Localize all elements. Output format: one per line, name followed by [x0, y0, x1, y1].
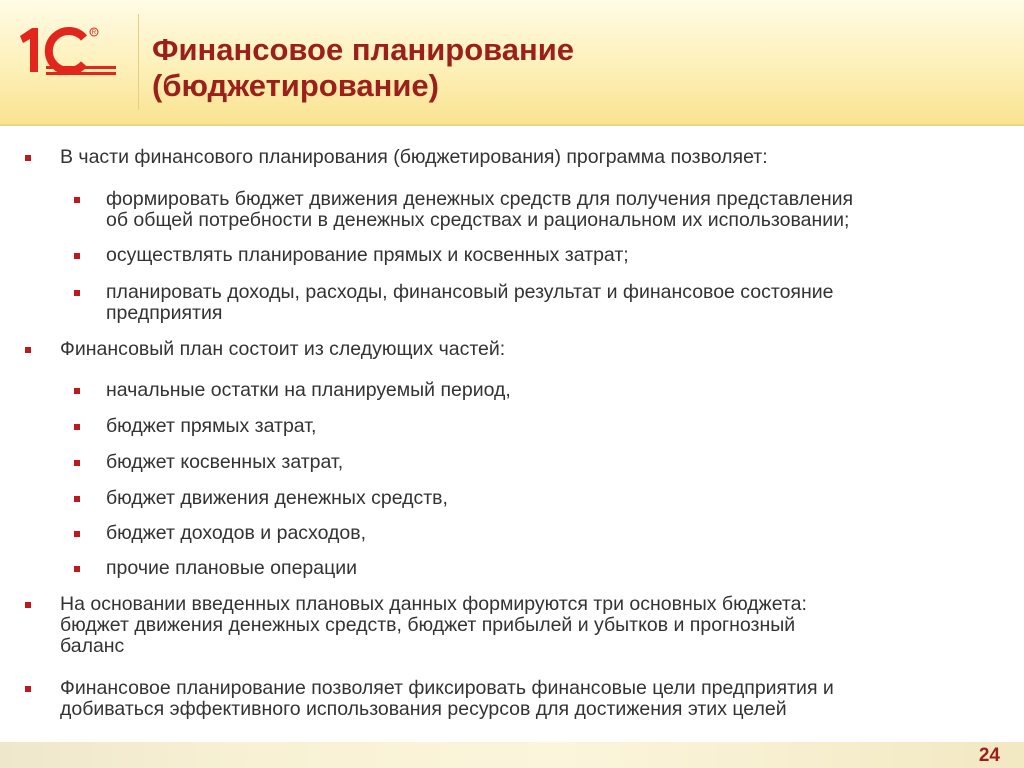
sub-bullet-marker [74, 496, 80, 502]
sub-bullet-marker [74, 460, 80, 466]
sub-bullet-marker [74, 290, 80, 296]
sub-bullet-text: начальные остатки на планируемый период, [106, 379, 511, 401]
sub-bullet-text: предприятия [106, 302, 223, 324]
sub-bullet-marker [74, 388, 80, 394]
bullet-text: добиваться эффективного использования ресурсов для достижения этих целей [60, 698, 787, 720]
sub-bullet-text: прочие плановые операции [106, 557, 358, 579]
title-line-2: (бюджетирование) [152, 68, 439, 103]
sub-bullet-text: осуществлять планирование прямых и косвенных затрат; [106, 244, 629, 266]
bullet-text: баланс [60, 635, 125, 657]
sub-bullet-text: бюджет доходов и расходов, [106, 522, 366, 544]
bullet-marker [25, 602, 31, 608]
header-divider [138, 14, 139, 110]
sub-bullet-text: бюджет движения денежных средств, [106, 487, 448, 509]
sub-bullet-marker [74, 253, 80, 259]
bullet-text: На основании введенных плановых данных формируются три основных бюджета: [60, 593, 807, 615]
registered-mark: R [91, 30, 97, 37]
sub-bullet-text: бюджет прямых затрат, [106, 415, 317, 437]
bullet-marker [25, 686, 31, 692]
slide-header [0, 0, 1024, 126]
sub-bullet-text: планировать доходы, расходы, финансовый результат и финансовое состояние [106, 281, 834, 303]
sub-bullet-text: формировать бюджет движения денежных средств для получения представления [106, 188, 854, 210]
slide-footer [0, 742, 1024, 768]
bullet-text: Финансовый план состоит из следующих частей: [60, 338, 506, 360]
page-number: 24 [978, 745, 1000, 766]
sub-bullet-text: об общей потребности в денежных средствах и рациональном их использовании; [106, 209, 850, 231]
sub-bullet-marker [74, 424, 80, 430]
sub-bullet-marker [74, 566, 80, 572]
title-line-1: Финансовое планирование [152, 32, 575, 67]
sub-bullet-marker [74, 197, 80, 203]
bullet-text: В части финансового планирования (бюджетирования) программа позволяет: [60, 146, 768, 168]
sub-bullet-marker [74, 531, 80, 537]
sub-bullet-text: бюджет косвенных затрат, [106, 451, 344, 473]
bullet-marker [25, 155, 31, 161]
bullet-text: бюджет движения денежных средств, бюджет прибылей и убытков и прогнозный [60, 614, 796, 636]
bullet-text: Финансовое планирование позволяет фиксировать финансовые цели предприятия и [60, 677, 834, 699]
page-title [152, 32, 992, 104]
bullet-marker [25, 347, 31, 353]
1c-logo [14, 22, 124, 78]
